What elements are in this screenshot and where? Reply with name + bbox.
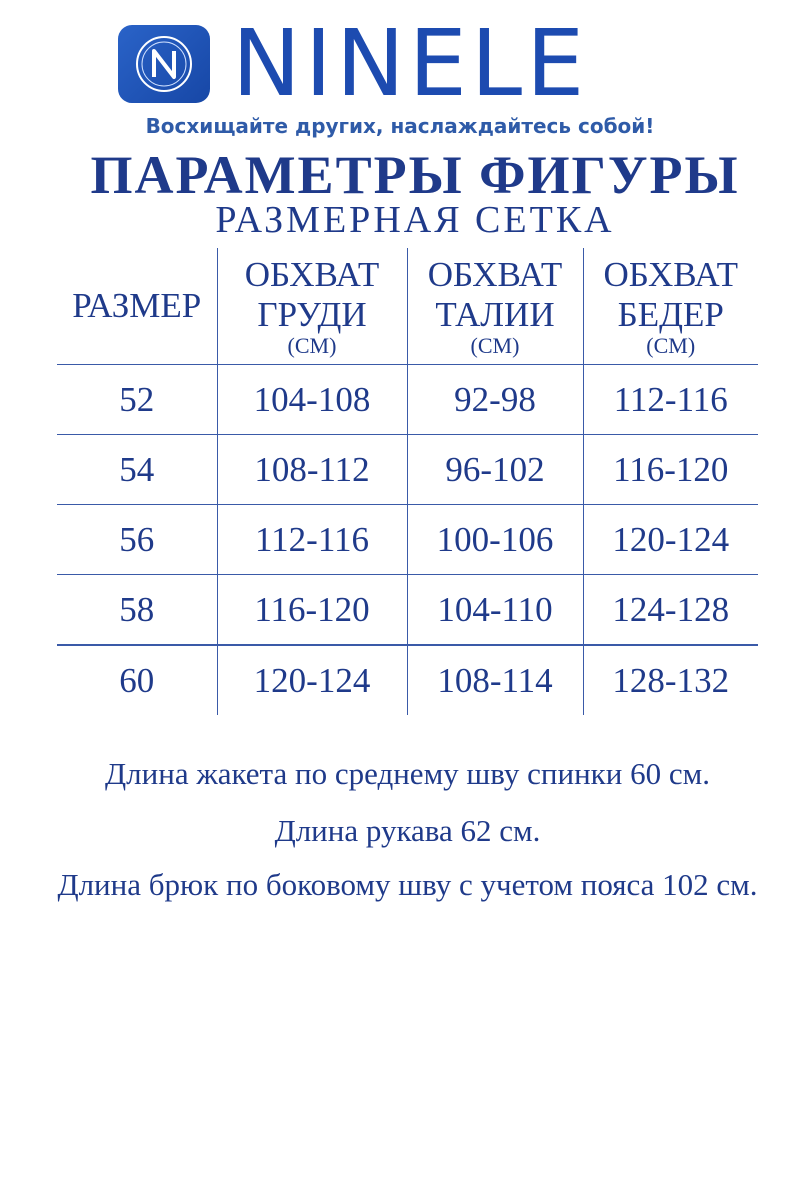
table-row xyxy=(57,365,758,435)
cell-waist: 100-106 xyxy=(407,505,583,575)
cell-waist: 96-102 xyxy=(407,435,583,505)
table-row xyxy=(57,645,758,715)
table-row xyxy=(57,505,758,575)
page-title: ПАРАМЕТРЫ ФИГУРЫ xyxy=(90,145,740,205)
header-bust xyxy=(217,248,407,365)
brand-logo xyxy=(118,10,589,117)
cell-size: 60 xyxy=(57,645,217,715)
size-chart-table xyxy=(57,248,758,715)
header-bust-unit: (СМ) xyxy=(287,333,337,358)
brand-name: NINELE xyxy=(232,10,589,117)
cell-hips: 128-132 xyxy=(583,645,758,715)
header-waist xyxy=(407,248,583,365)
note-sleeve-length: Длина рукава 62 см. xyxy=(274,813,541,848)
header-size: РАЗМЕР xyxy=(72,286,202,325)
table-row xyxy=(57,435,758,505)
cell-hips: 120-124 xyxy=(583,505,758,575)
header-hips-line1: ОБХВАТ xyxy=(603,255,738,294)
cell-bust: 108-112 xyxy=(217,435,407,505)
header-bust-line1: ОБХВАТ xyxy=(244,255,380,294)
cell-hips: 116-120 xyxy=(583,435,758,505)
page-subtitle: РАЗМЕРНАЯ СЕТКА xyxy=(215,199,615,241)
table-header-row xyxy=(57,248,758,365)
cell-size: 54 xyxy=(57,435,217,505)
header-waist-line2: ТАЛИИ xyxy=(435,295,555,334)
header-hips-line2: БЕДЕР xyxy=(617,295,724,334)
cell-size: 56 xyxy=(57,505,217,575)
header-hips xyxy=(583,248,758,365)
cell-bust: 120-124 xyxy=(217,645,407,715)
note-trousers-length: Длина брюк по боковому шву с учетом пояса 102 см. xyxy=(57,867,758,902)
cell-hips: 112-116 xyxy=(583,365,758,435)
cell-bust: 112-116 xyxy=(217,505,407,575)
measurement-notes xyxy=(0,752,800,917)
table-row xyxy=(57,575,758,646)
brand-tagline: Восхищайте других, наслаждайтесь собой! xyxy=(145,114,655,138)
cell-waist: 92-98 xyxy=(407,365,583,435)
header-waist-unit: (СМ) xyxy=(470,333,520,358)
cell-hips: 124-128 xyxy=(583,575,758,646)
cell-bust: 116-120 xyxy=(217,575,407,646)
cell-size: 52 xyxy=(57,365,217,435)
cell-size: 58 xyxy=(57,575,217,646)
note-jacket-length: Длина жакета по среднему шву спинки 60 см. xyxy=(105,756,710,791)
header-bust-line2: ГРУДИ xyxy=(257,295,367,334)
cell-waist: 104-110 xyxy=(407,575,583,646)
ninele-n-badge-icon xyxy=(118,25,210,103)
header-waist-line1: ОБХВАТ xyxy=(427,255,563,294)
header-hips-unit: (СМ) xyxy=(646,333,696,358)
cell-waist: 108-114 xyxy=(407,645,583,715)
cell-bust: 104-108 xyxy=(217,365,407,435)
